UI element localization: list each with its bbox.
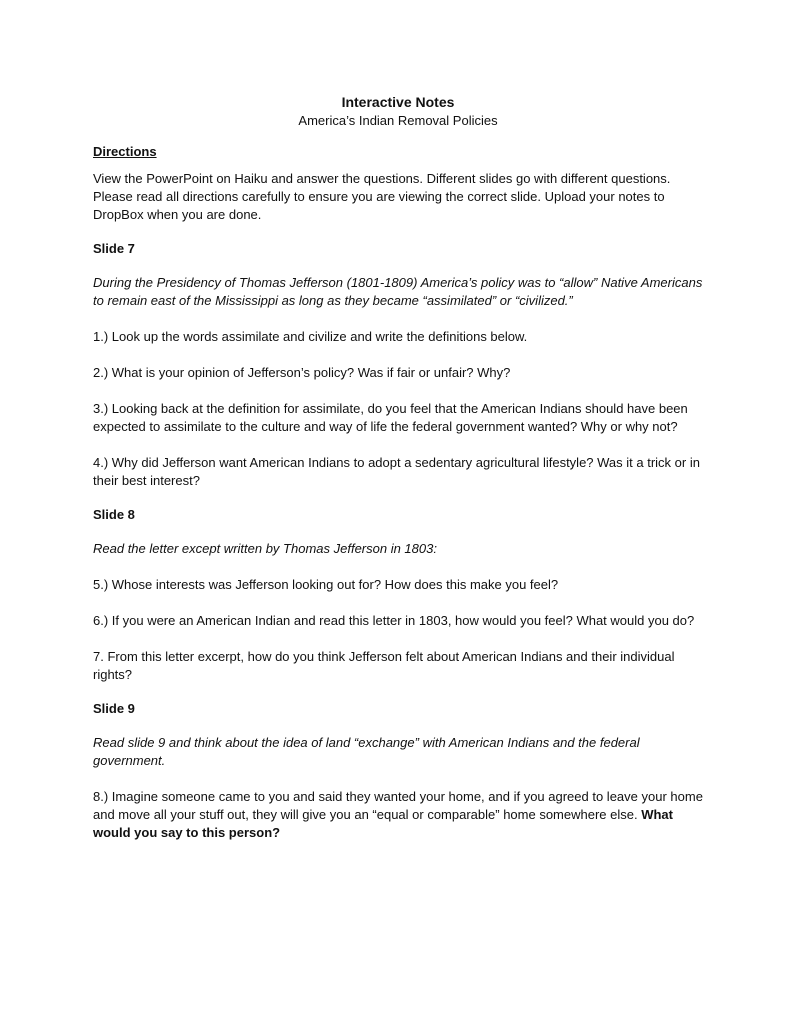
slide8-heading: Slide 8 [93,507,135,522]
document-title: Interactive Notes [341,94,455,110]
question-4: 4.) Why did Jefferson want American Indians to adopt a sedentary agricultural lifestyle? Was it a trick or in their best interest? [93,455,700,488]
directions-heading: Directions [93,144,157,159]
question-6: 6.) If you were an American Indian and read this letter in 1803, how would you feel? What would you do? [93,613,695,628]
question-8-bold-text: What would you say to this person? [93,807,673,840]
slide9-heading: Slide 9 [93,701,135,716]
document-page [93,93,703,842]
question-5: 5.) Whose interests was Jefferson looking out for? How does this make you feel? [93,577,559,592]
question-8-text: 8.) Imagine someone came to you and said they wanted your home, and if you agreed to leave your home and move all your stuff out, they will give you an “equal or comparable” home somewhere else. [93,789,703,822]
slide7-heading: Slide 7 [93,241,135,256]
question-7: 7. From this letter excerpt, how do you think Jefferson felt about American Indians and their individual rights? [93,649,675,682]
question-2: 2.) What is your opinion of Jefferson’s policy? Was if fair or unfair? Why? [93,365,511,380]
slide9-intro: Read slide 9 and think about the idea of land “exchange” with American Indians and the federal government. [93,735,640,768]
slide7-intro: During the Presidency of Thomas Jefferson (1801-1809) America’s policy was to “allow” Native Americans to remain east of the Mississippi as long as they became “assimilated” or “civilized.” [93,275,703,308]
question-1: 1.) Look up the words assimilate and civilize and write the definitions below. [93,329,528,344]
document-subtitle: America’s Indian Removal Policies [298,113,498,128]
question-3: 3.) Looking back at the definition for assimilate, do you feel that the American Indians should have been expected to assimilate to the culture and way of life the federal government wanted? Why or why not? [93,401,688,434]
directions-text: View the PowerPoint on Haiku and answer the questions. Different slides go with different questions. Please read all directions carefully to ensure you are viewing the correct slide. Upload your notes to DropBox when you are done. [93,171,671,222]
question-8 [93,788,703,842]
slide8-intro: Read the letter except written by Thomas Jefferson in 1803: [93,541,437,556]
